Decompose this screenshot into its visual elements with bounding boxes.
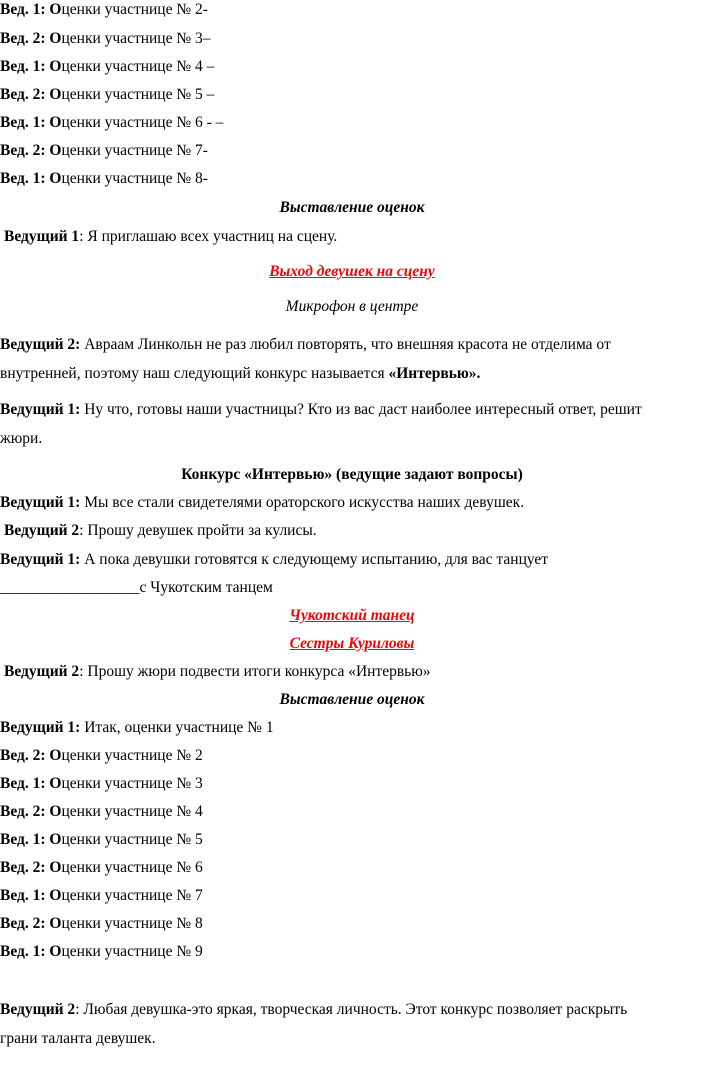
- line-scores-5: [0, 85, 214, 105]
- line-scores-7b: [0, 886, 203, 906]
- speaker-label: Ведущий 2:: [0, 336, 81, 353]
- speaker-label: Ведущий 2: [4, 522, 80, 539]
- line-scores-6b: [0, 858, 203, 878]
- line-text: Итак, оценки участнице № 1: [80, 719, 274, 736]
- line-text: ценки участнице № 8-: [61, 170, 208, 187]
- line-text: ценки участнице № 7-: [61, 142, 208, 159]
- speaker-label: Ведущий 1: [4, 228, 80, 245]
- paragraph-talent-line2: [0, 1029, 156, 1049]
- red-caption: Чукотский танец: [289, 607, 415, 624]
- paragraph-text: : Прошу девушек пройти за кулисы.: [79, 522, 317, 539]
- paragraph-text: __________________с Чукотским танцем: [0, 579, 273, 596]
- speaker-label: Вед. 2:: [0, 803, 46, 820]
- paragraph-text: Мы все стали свидетелями ораторского искусства наших девушек.: [80, 494, 525, 511]
- paragraph-text: А пока девушки готовятся к следующему испытанию, для вас танцует: [80, 551, 549, 568]
- speaker-label: Вед. 1:: [0, 1, 46, 18]
- speaker-label: Вед. 1:: [0, 114, 46, 131]
- speaker-label: Вед. 2:: [0, 747, 46, 764]
- line-text: ценки участнице № 6: [61, 859, 203, 876]
- stage-direction-performers: [0, 634, 704, 654]
- paragraph-text: : Прошу жюри подвести итоги конкурса «Интервью»: [79, 663, 431, 680]
- line-text: ценки участнице № 2-: [61, 1, 208, 18]
- paragraph-dance-line1: [0, 550, 548, 570]
- speaker-label: Вед. 1:: [0, 58, 46, 75]
- line-scores-3b: [0, 774, 203, 794]
- line-text: ценки участнице № 4: [61, 803, 203, 820]
- line-text: ценки участнице № 5: [61, 831, 203, 848]
- line-text: ценки участнице № 4 –: [61, 58, 215, 75]
- line-text: ценки участнице № 8: [61, 915, 203, 932]
- paragraph-witness: [0, 493, 524, 513]
- line-scores-2b: [0, 746, 203, 766]
- section-heading-interview: Конкурс «Интервью» (ведущие задают вопросы): [181, 466, 523, 483]
- paragraph-ready-line2: [0, 429, 42, 449]
- speaker-label: Вед. 1:: [0, 887, 46, 904]
- paragraph-jury: [4, 662, 431, 682]
- speaker-label: Вед. 2:: [0, 30, 46, 47]
- initial-letter: О: [49, 943, 62, 960]
- initial-letter: О: [49, 114, 62, 131]
- stage-direction-exit: [0, 262, 704, 282]
- line-scores-7: [0, 141, 208, 161]
- initial-letter: О: [49, 747, 62, 764]
- speaker-label: Ведущий 2: [0, 1001, 76, 1018]
- line-scores-1b: [0, 718, 274, 738]
- contest-name: «Интервью».: [388, 365, 481, 382]
- paragraph-text: : Любая девушка-это яркая, творческая личность. Этот конкурс позволяет раскрыть: [75, 1001, 628, 1018]
- paragraph-ready-line1: [0, 400, 642, 420]
- paragraph-text: Ну что, готовы наши участницы? Кто из вас даст наиболее интересный ответ, решит: [80, 401, 642, 418]
- initial-letter: О: [49, 887, 62, 904]
- red-caption: Сестры Куриловы: [289, 635, 415, 652]
- line-scores-9b: [0, 942, 203, 962]
- stage-direction-dance: [0, 606, 704, 626]
- paragraph-text: Авраам Линкольн не раз любил повторять, что внешняя красота не отделима от: [80, 336, 611, 353]
- speaker-label: Ведущий 1:: [0, 719, 81, 736]
- paragraph-talent-line1: [0, 1000, 627, 1020]
- initial-letter: О: [49, 859, 62, 876]
- line-scores-4: [0, 57, 214, 77]
- stage-direction-mic: Микрофон в центре: [285, 298, 419, 315]
- section-heading-scoring-2: Выставление оценок: [279, 691, 425, 708]
- speaker-label: Вед. 1:: [0, 943, 46, 960]
- speaker-label: Вед. 1:: [0, 831, 46, 848]
- section-heading-scoring: Выставление оценок: [279, 199, 425, 216]
- initial-letter: О: [49, 170, 62, 187]
- initial-letter: О: [49, 831, 62, 848]
- speaker-label: Вед. 2:: [0, 142, 46, 159]
- paragraph-lincoln-line1: [0, 335, 611, 355]
- line-text: ценки участнице № 9: [61, 943, 203, 960]
- speaker-label: Вед. 2:: [0, 86, 46, 103]
- initial-letter: О: [49, 86, 62, 103]
- speaker-label: Ведущий 1:: [0, 494, 81, 511]
- line-text: ценки участнице № 3: [61, 775, 203, 792]
- paragraph-text: жюри.: [0, 430, 43, 447]
- initial-letter: О: [49, 1, 62, 18]
- speaker-label: Вед. 1:: [0, 775, 46, 792]
- line-text: ценки участнице № 6 - –: [61, 114, 224, 131]
- line-scores-2: [0, 0, 208, 20]
- paragraph-text: внутренней, поэтому наш следующий конкурс называется: [0, 365, 389, 382]
- line-text: ценки участнице № 7: [61, 887, 203, 904]
- paragraph-lincoln-line2: [0, 364, 480, 384]
- paragraph-text: : Я приглашаю всех участниц на сцену.: [79, 228, 338, 245]
- initial-letter: О: [49, 775, 62, 792]
- initial-letter: О: [49, 58, 62, 75]
- speaker-label: Ведущий 1:: [0, 551, 81, 568]
- line-scores-8: [0, 169, 208, 189]
- line-text: ценки участнице № 5 –: [61, 86, 215, 103]
- line-scores-4b: [0, 802, 203, 822]
- paragraph-backstage: [4, 521, 317, 541]
- line-scores-3: [0, 29, 211, 49]
- line-text: ценки участнице № 2: [61, 747, 203, 764]
- speaker-label: Ведущий 2: [4, 663, 80, 680]
- line-scores-8b: [0, 914, 203, 934]
- red-caption: Выход девушек на сцену: [269, 263, 435, 280]
- initial-letter: О: [49, 803, 62, 820]
- speaker-label: Вед. 2:: [0, 859, 46, 876]
- speaker-label: Вед. 2:: [0, 915, 46, 932]
- paragraph-dance-line2: [0, 578, 273, 598]
- line-scores-5b: [0, 830, 203, 850]
- line-text: ценки участнице № 3–: [61, 30, 211, 47]
- line-scores-6: [0, 113, 223, 133]
- initial-letter: О: [49, 915, 62, 932]
- speaker-label: Вед. 1:: [0, 170, 46, 187]
- initial-letter: О: [49, 30, 62, 47]
- paragraph-text: грани таланта девушек.: [0, 1030, 156, 1047]
- initial-letter: О: [49, 142, 62, 159]
- paragraph-invite: [4, 227, 337, 247]
- speaker-label: Ведущий 1:: [0, 401, 81, 418]
